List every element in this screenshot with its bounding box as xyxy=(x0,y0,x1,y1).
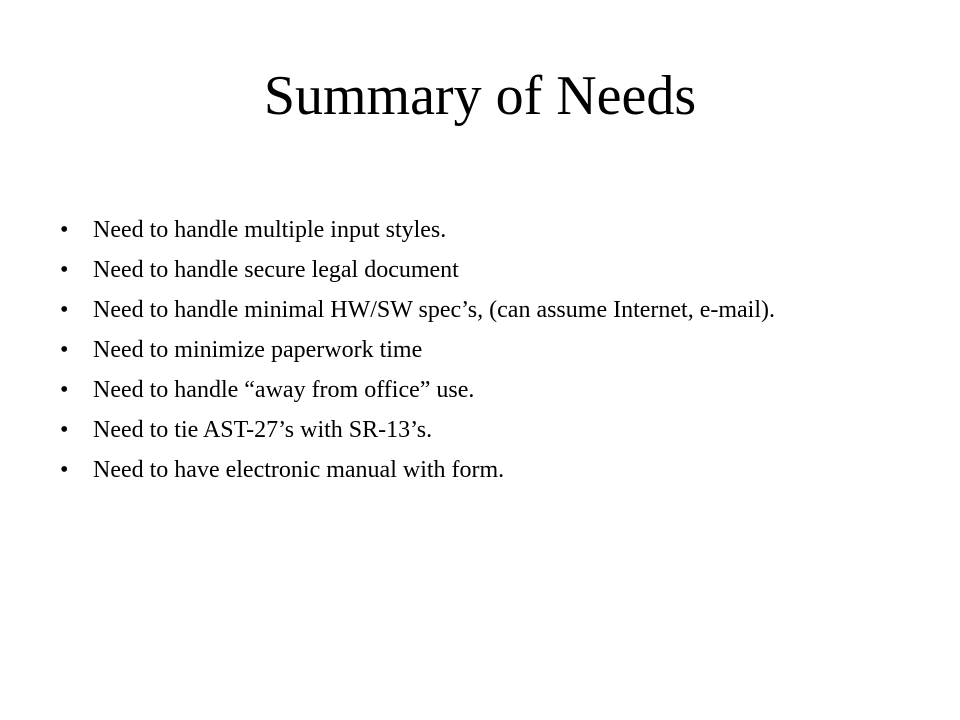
bullet-list xyxy=(60,216,920,496)
bullet-text: Need to minimize paperwork time xyxy=(93,337,423,363)
bullet-text: Need to handle secure legal document xyxy=(93,257,459,283)
bullet-text: Need to handle “away from office” use. xyxy=(93,377,475,403)
bullet-item xyxy=(60,296,920,324)
bullet-item xyxy=(60,416,920,444)
bullet-item xyxy=(60,456,920,484)
bullet-dot-icon: • xyxy=(60,377,69,403)
bullet-item xyxy=(60,256,920,284)
bullet-item xyxy=(60,336,920,364)
bullet-text: Need to have electronic manual with form. xyxy=(93,457,505,483)
bullet-text: Need to handle multiple input styles. xyxy=(93,217,447,243)
bullet-text: Need to tie AST-27’s with SR-13’s. xyxy=(93,417,433,443)
bullet-dot-icon: • xyxy=(60,297,69,323)
bullet-dot-icon: • xyxy=(60,217,69,243)
bullet-dot-icon: • xyxy=(60,417,69,443)
slide-title: Summary of Needs xyxy=(263,65,697,127)
bullet-item xyxy=(60,216,920,244)
bullet-dot-icon: • xyxy=(60,337,69,363)
bullet-dot-icon: • xyxy=(60,257,69,283)
bullet-item xyxy=(60,376,920,404)
bullet-dot-icon: • xyxy=(60,457,69,483)
bullet-text: Need to handle minimal HW/SW spec’s, (can assume Internet, e-mail). xyxy=(93,297,776,323)
